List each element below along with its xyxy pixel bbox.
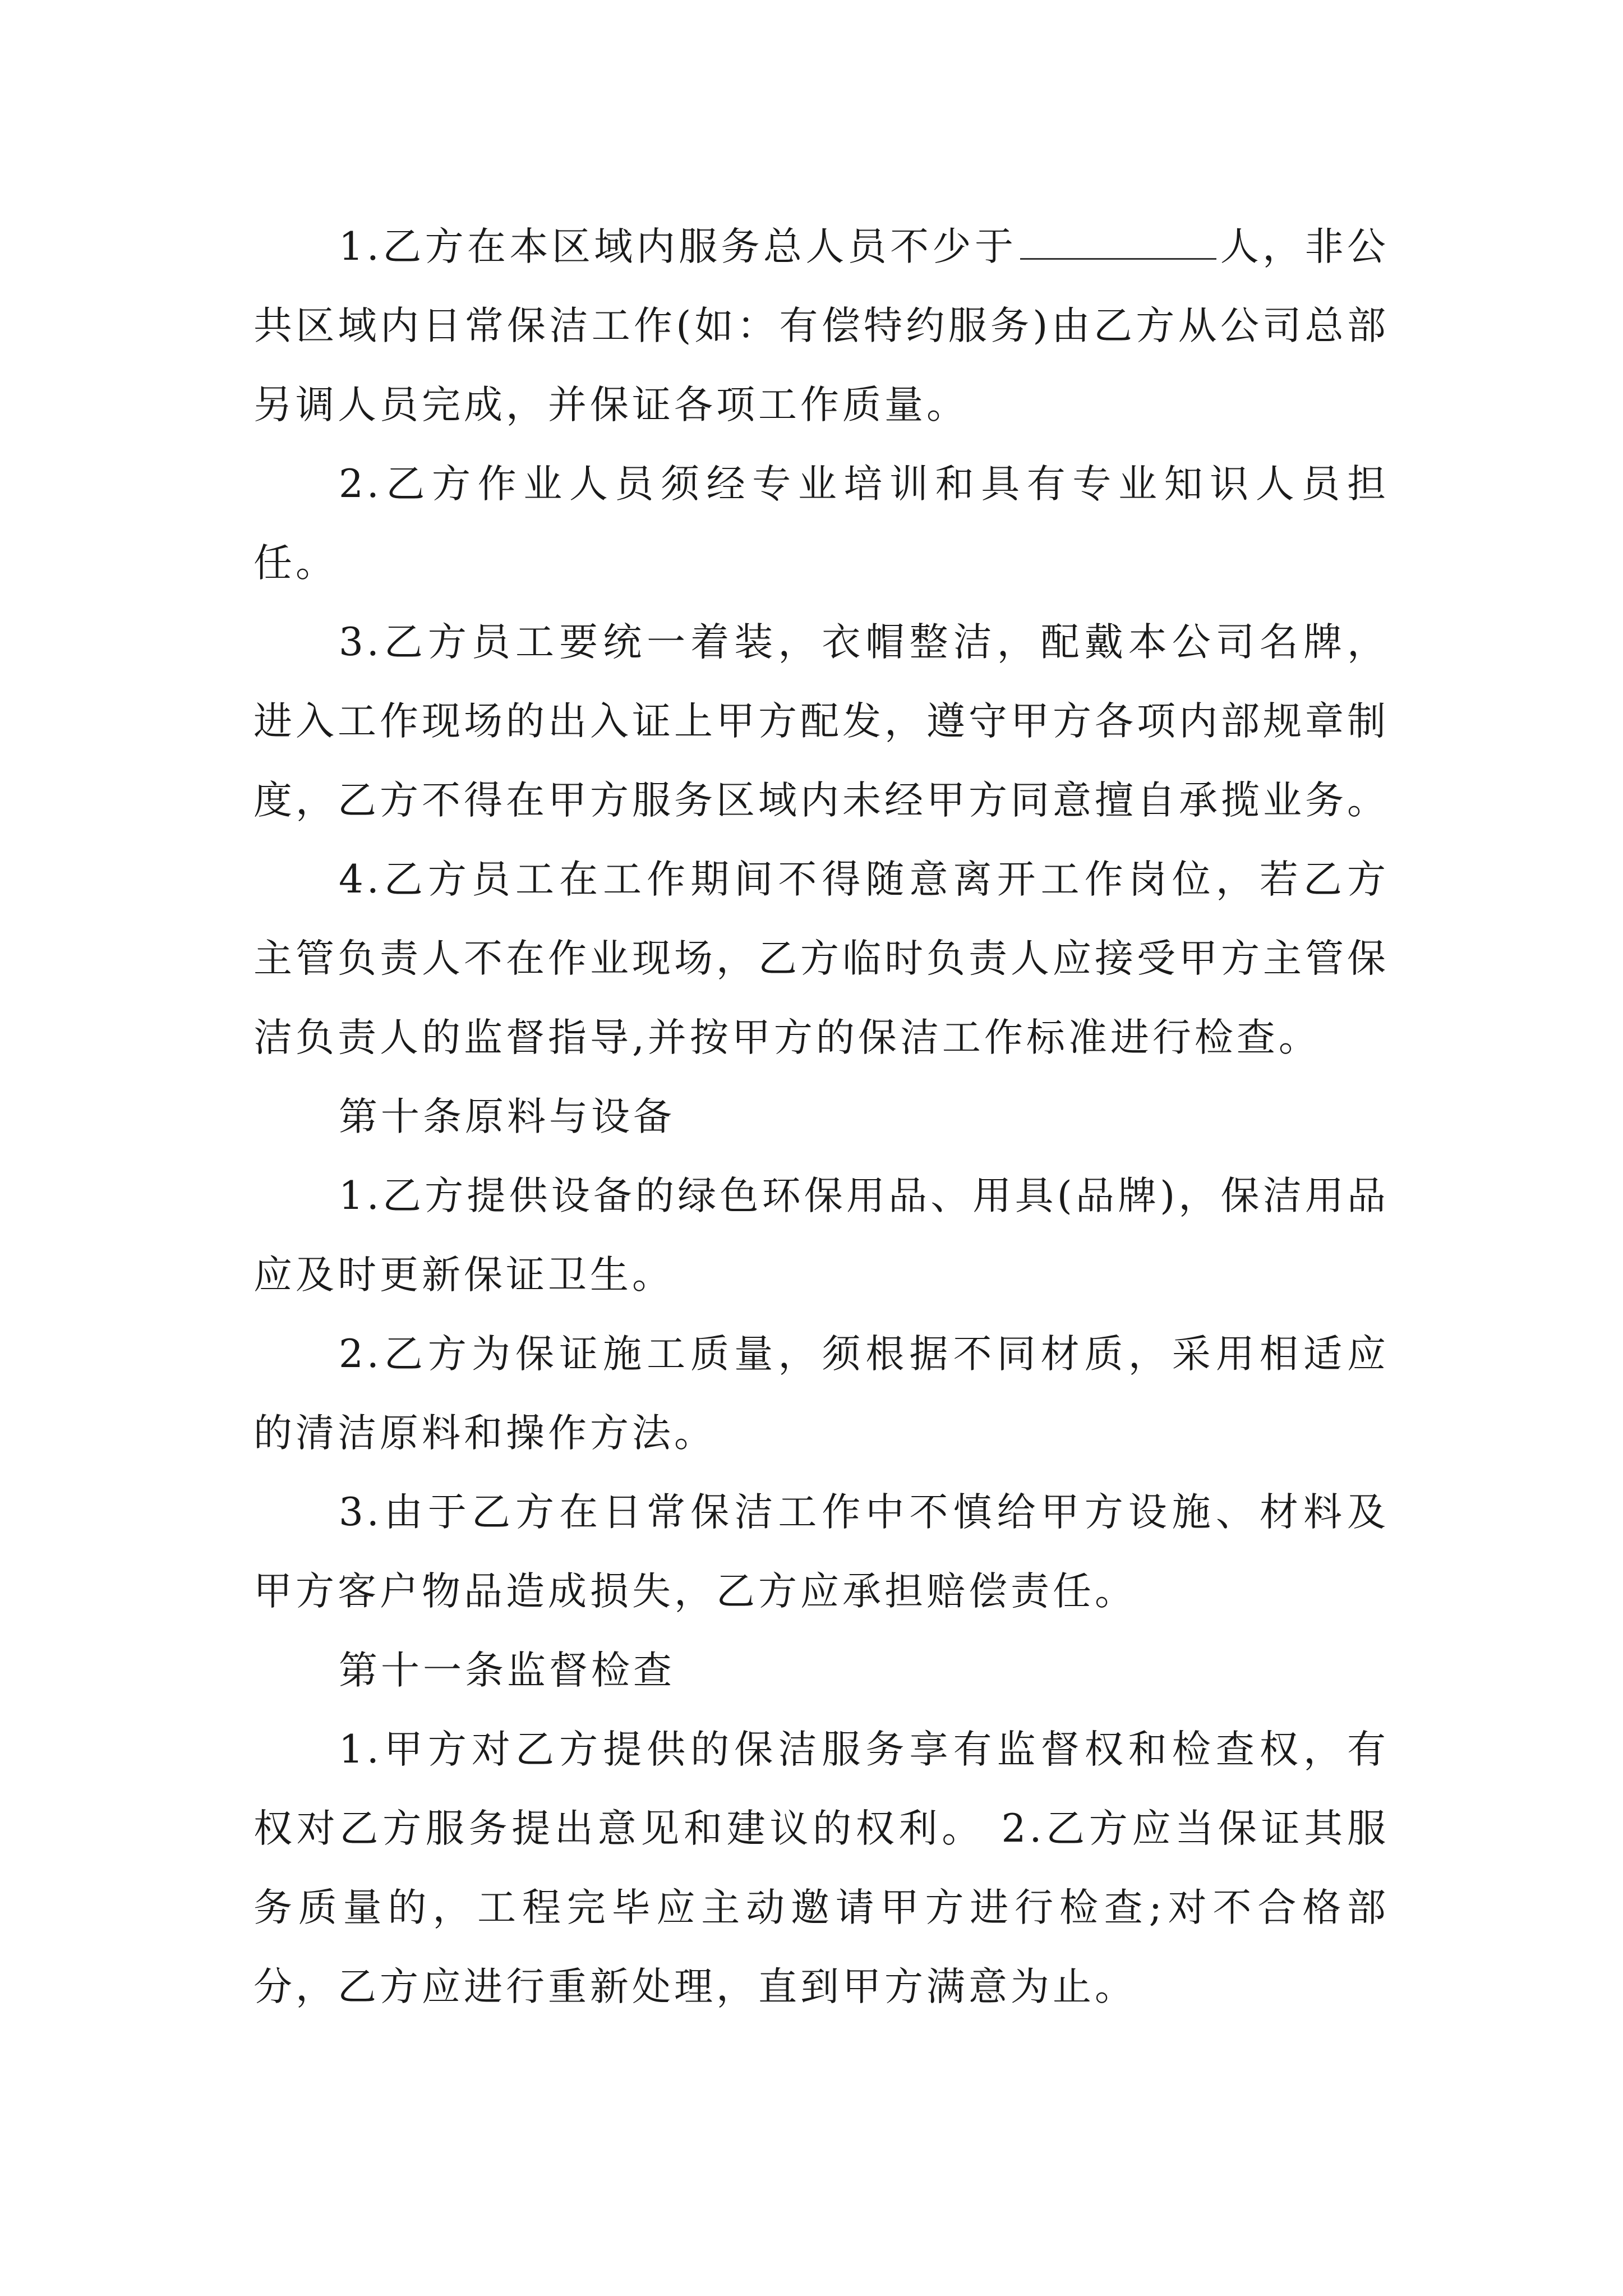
clause-10-item-2: 2.乙方为保证施工质量，须根据不同材质，采用相适应的清洁原料和操作方法。 <box>253 1332 1389 1456</box>
clause-10-heading: 第十条原料与设备 <box>339 1094 675 1139</box>
document-body <box>253 208 1389 2027</box>
clause-9-item-1-text-end: 人，非公共区域内日常保洁工作(如：有偿特约服务)由乙方从公司总部另调人员完成，并保证各项工作质量。 <box>253 224 1389 427</box>
clause-10-item-3: 3.由于乙方在日常保洁工作中不慎给甲方设施、材料及甲方客户物品造成损失，乙方应承担赔偿责任。 <box>253 1490 1389 1614</box>
staff-count-blank <box>1020 226 1216 260</box>
clause-10-item-1: 1.乙方提供设备的绿色环保用品、用具(品牌)，保洁用品应及时更新保证卫生。 <box>253 1174 1389 1297</box>
clause-9-item-2: 2.乙方作业人员须经专业培训和具有专业知识人员担任。 <box>253 462 1389 586</box>
clause-9-item-4: 4.乙方员工在工作期间不得随意离开工作岗位，若乙方主管负责人不在作业现场，乙方临时负责人应接受甲方主管保洁负责人的监督指导,并按甲方的保洁工作标准进行检查。 <box>253 857 1389 1060</box>
clause-11-heading: 第十一条监督检查 <box>339 1648 675 1693</box>
clause-11-items: 1.甲方对乙方提供的保洁服务享有监督权和检查权，有权对乙方服务提出意见和建议的权利。 2.乙方应当保证其服务质量的，工程完毕应主动邀请甲方进行检查;对不合格部分，乙方应进行重新处理，直到甲方满意为止。 <box>253 1727 1389 2009</box>
clause-9-item-1 <box>253 208 1389 445</box>
clause-9-item-3: 3.乙方员工要统一着装，衣帽整洁，配戴本公司名牌，进入工作现场的出入证上甲方配发，遵守甲方各项内部规章制度，乙方不得在甲方服务区域内未经甲方同意擅自承揽业务。 <box>253 620 1389 823</box>
clause-9-item-1-text-start: 1.乙方在本区域内服务总人员不少于 <box>339 224 1017 269</box>
